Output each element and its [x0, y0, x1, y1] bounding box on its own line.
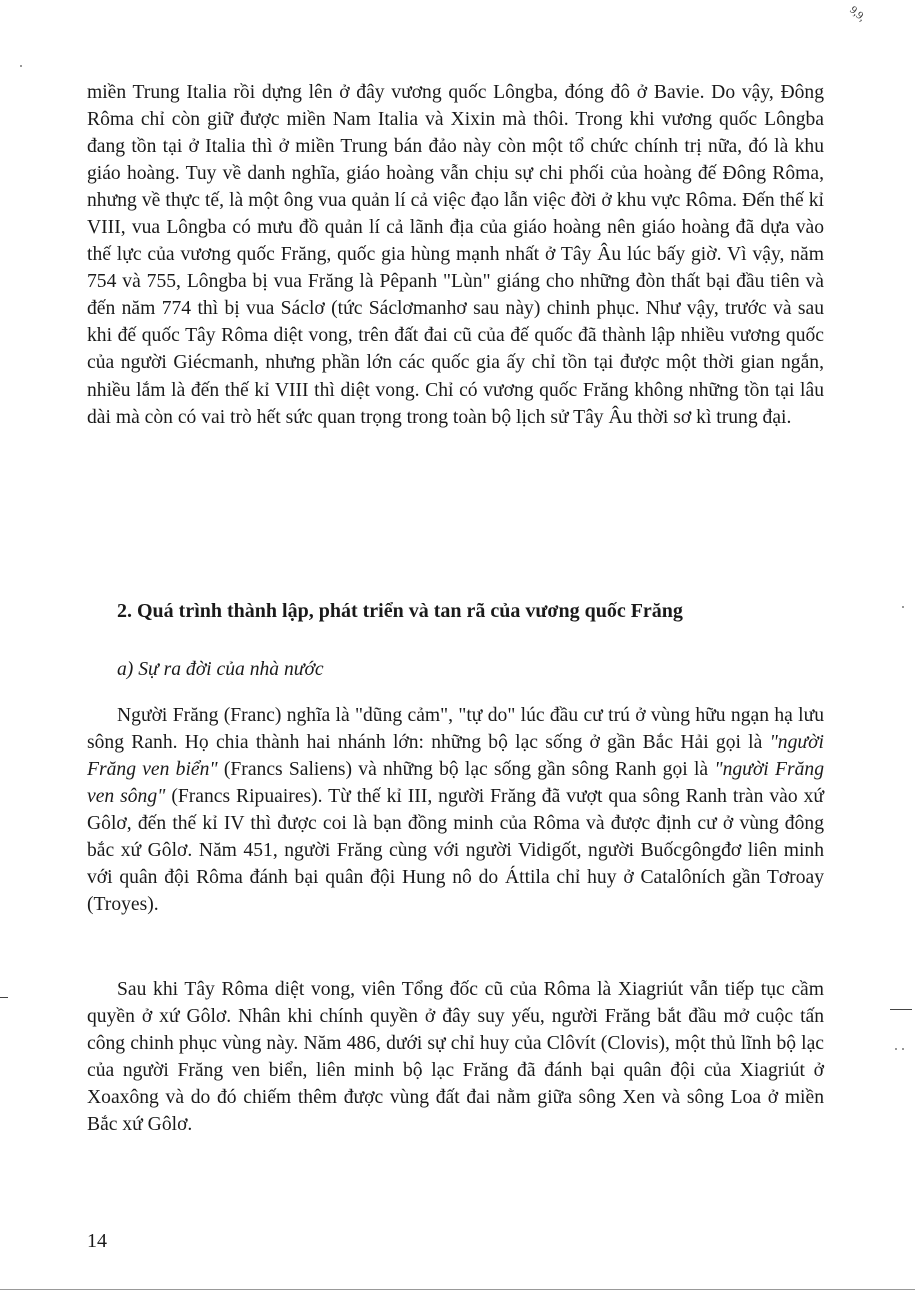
speck — [895, 1048, 897, 1050]
speck — [902, 1048, 904, 1050]
speck — [20, 65, 22, 67]
page-edge-line — [0, 1289, 915, 1290]
paragraph-clovis: Sau khi Tây Rôma diệt vong, viên Tổng đốc cũ của Rôma là Xiagriút vẫn tiếp tục cầm quyền ở xứ Gôlơ. Nhân khi chính quyền ở đây suy yếu, người Frăng bắt đầu mở cuộc tấn công chinh phục vùng này. Năm 486, dưới sự chỉ huy của Clôvít (Clovis), một thủ lĩnh bộ lạc của người Frăng ven biển, liên minh bộ lạc Frăng đã đánh bại quân đội của Xiagriút ở Xoaxông và do đó chiếm thêm được vùng đất đai nằm giữa sông Xen và sông Loa ở miền Bắc xứ Gôlơ. — [87, 979, 824, 1136]
text-run: Người Frăng (Franc) nghĩa là "dũng cảm", "tự do" lúc đầu cư trú ở vùng hữu ngạn hạ lưu sông Ranh. Họ chia thành hai nhánh lớn: những bộ lạc sống ở gần Bắc Hải gọi là — [87, 705, 824, 754]
italic-term: "người Frăng ven sông" — [87, 759, 824, 808]
paragraph-franks-origin — [87, 702, 824, 918]
margin-mark — [0, 997, 8, 998]
text-run: (Francs Ripuaires). Từ thế kỉ III, người Frăng đã vượt qua sông Ranh tràn vào xứ Gôlơ, đến thế kỉ IV thì được coi là bạn đồng minh của Rôma và được định cư ở vùng đông bắc xứ Gôlơ. Năm 451, người Frăng cùng với người Vidigốt, người Buốcgôngđơ liên minh với quân đội Rôma đánh bại quân đội Hung nô do Áttila chỉ huy ở Catalôních gần Tơroay (Troyes). — [87, 786, 824, 916]
paragraph-continued: miền Trung Italia rồi dựng lên ở đây vương quốc Lôngba, đóng đô ở Bavie. Do vậy, Đông Rôma chỉ còn giữ được miền Nam Italia và Xixin mà thôi. Trong khi vương quốc Lôngba đang tồn tại ở Italia thì ở miền Trung bán đảo này còn một tổ chức chính trị nữa, đó là khu giáo hoàng. Tuy về danh nghĩa, giáo hoàng vẫn chịu sự chi phối của hoàng đế Đông Rôma, nhưng về thực tế, là một ông vua quản lí cả việc đạo lẫn việc đời ở khu vực Rôma. Đến thế kỉ VIII, vua Lôngba có mưu đồ quản lí cả lãnh địa của giáo hoàng nên giáo hoàng đã dựa vào thế lực của vương quốc Frăng, quốc gia hùng mạnh nhất ở Tây Âu lúc bấy giờ. Vì vậy, năm 754 và 755, Lôngba bị vua Frăng là Pêpanh "Lùn" giáng cho những đòn thất bại đầu tiên và đến năm 774 thì bị vua Sáclơ (tức Sáclơmanhơ sau này) chinh phục. Như vậy, trước và sau khi đế quốc Tây Rôma diệt vong, trên đất đai cũ của đế quốc đã thành lập nhiều vương quốc của người Giécmanh, nhưng phần lớn các quốc gia ấy chỉ tồn tại được một thời gian ngắn, nhiều lắm là đến thế kỉ VIII thì diệt vong. Chỉ có vương quốc Frăng không những tồn tại lâu dài mà còn có vai trò hết sức quan trọng trong toàn bộ lịch sử Tây Âu thời sơ kì trung đại. — [87, 82, 824, 428]
margin-mark — [890, 1009, 912, 1010]
subsection-heading: a) Sự ra đời của nhà nước — [117, 659, 324, 680]
text-run: (Francs Saliens) và những bộ lạc sống gần sông Ranh gọi là — [217, 759, 715, 781]
speck — [902, 606, 904, 608]
italic-term: "người Frăng ven biển" — [87, 732, 824, 781]
page-number: 14 — [87, 1230, 107, 1252]
section-heading: 2. Quá trình thành lập, phát triển và tan rã của vương quốc Frăng — [117, 600, 683, 622]
corner-mark: 9,9, — [847, 4, 868, 24]
